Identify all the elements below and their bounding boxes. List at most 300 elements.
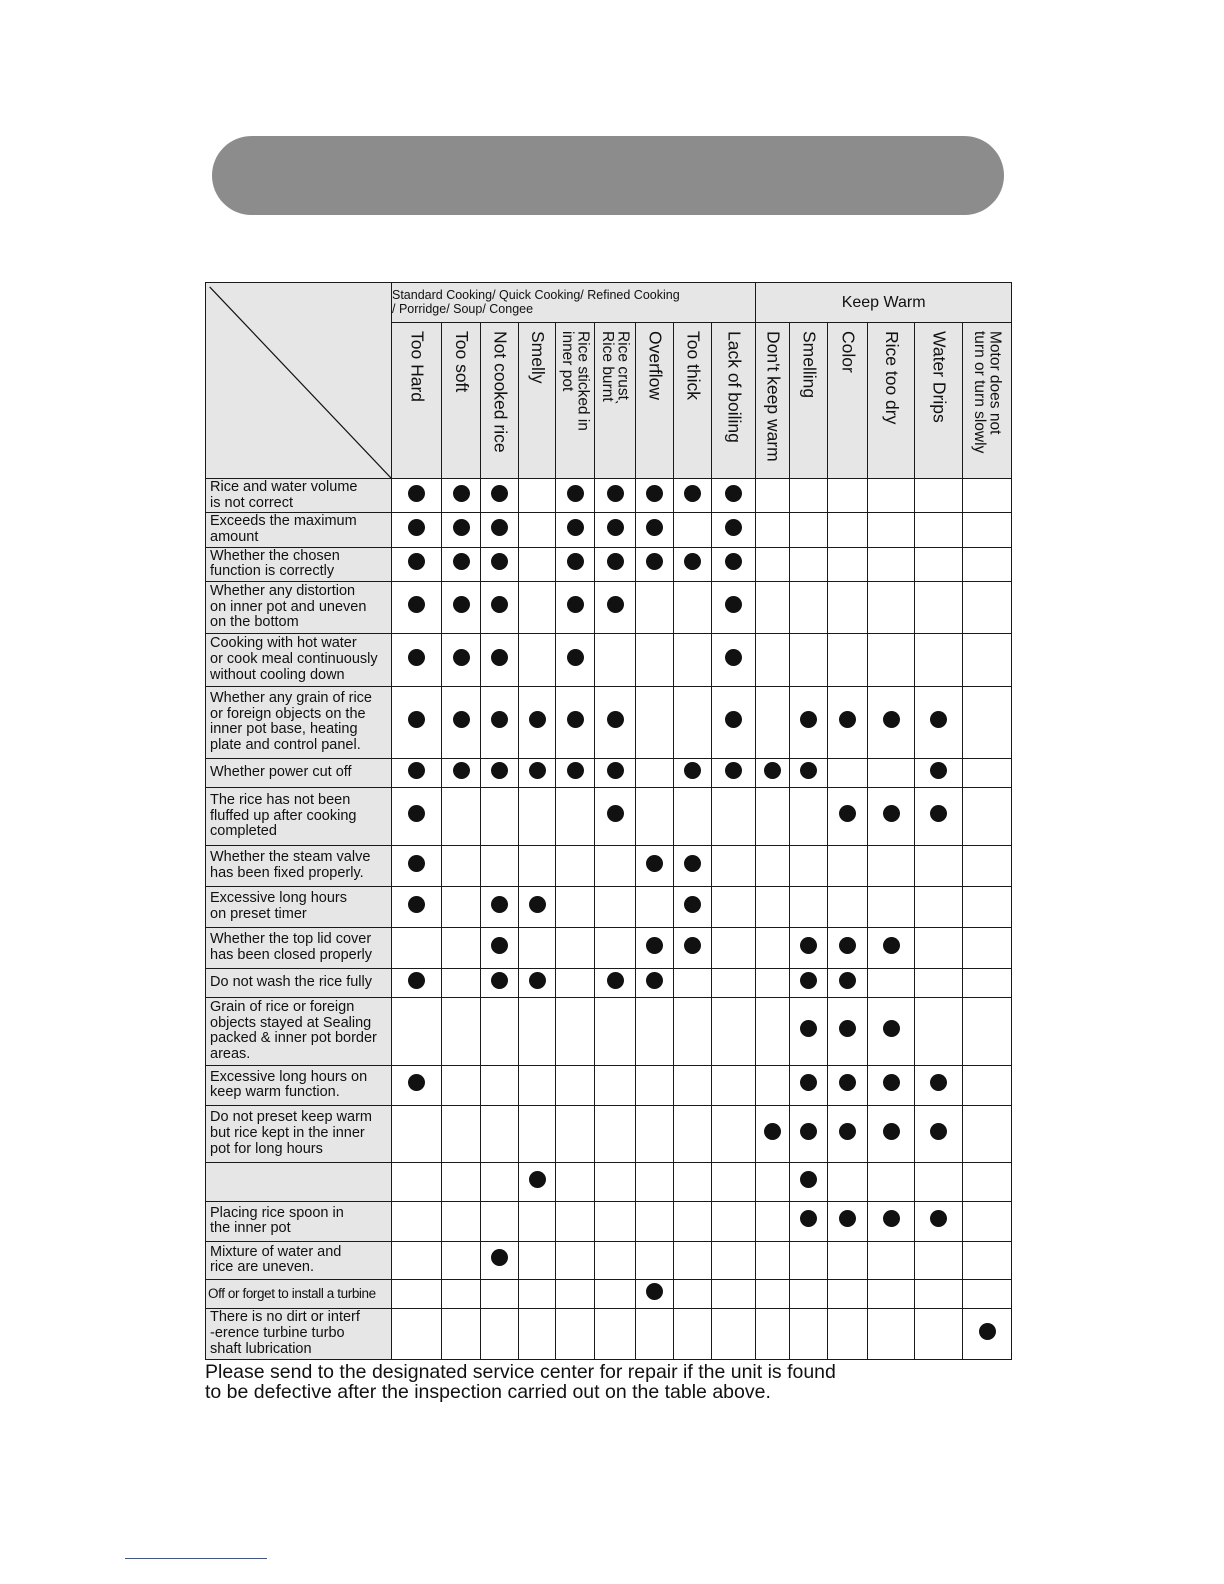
table-cell	[712, 686, 756, 758]
row-label: There is no dirt or interf -erence turbine turbo shaft lubrication	[206, 1308, 392, 1359]
table-cell	[828, 758, 868, 787]
table-cell	[481, 758, 519, 787]
table-cell	[556, 1201, 595, 1241]
check-dot-icon	[839, 937, 856, 954]
table-cell	[756, 1065, 790, 1105]
table-cell	[868, 886, 915, 927]
table-cell	[392, 581, 442, 633]
check-dot-icon	[839, 805, 856, 822]
check-dot-icon	[408, 553, 425, 570]
table-cell	[595, 968, 636, 997]
table-cell	[442, 758, 481, 787]
check-dot-icon	[408, 972, 425, 989]
table-cell	[756, 968, 790, 997]
table-cell	[828, 1241, 868, 1279]
table-cell	[756, 581, 790, 633]
table-cell	[790, 479, 828, 513]
table-cell	[915, 1065, 963, 1105]
check-dot-icon	[646, 1283, 663, 1300]
table-row	[206, 581, 1012, 633]
table-cell	[915, 758, 963, 787]
table-cell	[481, 1241, 519, 1279]
table-cell	[442, 547, 481, 581]
table-cell	[790, 1105, 828, 1162]
check-dot-icon	[491, 937, 508, 954]
table-cell	[915, 513, 963, 547]
table-cell	[442, 1241, 481, 1279]
table-cell	[481, 927, 519, 968]
table-cell	[636, 633, 674, 686]
table-cell	[556, 1279, 595, 1308]
table-cell	[915, 1279, 963, 1308]
table-cell	[674, 479, 712, 513]
table-cell	[481, 968, 519, 997]
table-cell	[756, 479, 790, 513]
table-cell	[481, 547, 519, 581]
table-cell	[868, 547, 915, 581]
table-cell	[481, 1279, 519, 1308]
table-cell	[519, 927, 556, 968]
table-cell	[712, 1105, 756, 1162]
table-cell	[481, 997, 519, 1065]
row-label	[206, 1162, 392, 1201]
column-header: Water Drips	[915, 323, 963, 479]
check-dot-icon	[800, 937, 817, 954]
check-dot-icon	[839, 1123, 856, 1140]
table-cell	[519, 581, 556, 633]
table-cell	[756, 1201, 790, 1241]
check-dot-icon	[491, 485, 508, 502]
table-cell	[828, 927, 868, 968]
table-cell	[392, 997, 442, 1065]
check-dot-icon	[453, 649, 470, 666]
check-dot-icon	[408, 1074, 425, 1091]
check-dot-icon	[883, 805, 900, 822]
table-cell	[963, 758, 1012, 787]
column-header: Rice sticked in inner pot	[556, 323, 595, 479]
check-dot-icon	[607, 762, 624, 779]
table-cell	[868, 845, 915, 886]
table-cell	[868, 513, 915, 547]
table-cell	[595, 1201, 636, 1241]
check-dot-icon	[491, 519, 508, 536]
table-cell	[963, 513, 1012, 547]
table-cell	[556, 1065, 595, 1105]
table-cell	[519, 479, 556, 513]
table-cell	[481, 886, 519, 927]
check-dot-icon	[453, 485, 470, 502]
table-cell	[712, 633, 756, 686]
table-cell	[595, 787, 636, 845]
table-cell	[392, 1279, 442, 1308]
table-cell	[556, 886, 595, 927]
header-banner	[212, 136, 1004, 215]
table-cell	[392, 845, 442, 886]
table-cell	[756, 1162, 790, 1201]
check-dot-icon	[567, 596, 584, 613]
check-dot-icon	[839, 1074, 856, 1091]
table-row	[206, 758, 1012, 787]
table-cell	[442, 927, 481, 968]
table-cell	[556, 686, 595, 758]
table-cell	[442, 633, 481, 686]
table-cell	[674, 1308, 712, 1359]
column-header: Too soft	[442, 323, 481, 479]
table-cell	[915, 787, 963, 845]
table-cell	[828, 787, 868, 845]
table-cell	[674, 1241, 712, 1279]
table-row	[206, 997, 1012, 1065]
column-header: Overflow	[636, 323, 674, 479]
check-dot-icon	[491, 649, 508, 666]
check-dot-icon	[800, 972, 817, 989]
table-cell	[712, 1162, 756, 1201]
check-dot-icon	[883, 1020, 900, 1037]
check-dot-icon	[607, 553, 624, 570]
table-cell	[712, 997, 756, 1065]
check-dot-icon	[684, 855, 701, 872]
table-cell	[790, 845, 828, 886]
row-label: Excessive long hours on keep warm function.	[206, 1065, 392, 1105]
table-cell	[868, 1162, 915, 1201]
check-dot-icon	[930, 1074, 947, 1091]
check-dot-icon	[567, 711, 584, 728]
table-cell	[756, 686, 790, 758]
column-header: Rice too dry	[868, 323, 915, 479]
check-dot-icon	[839, 1020, 856, 1037]
table-row	[206, 1105, 1012, 1162]
table-cell	[712, 581, 756, 633]
table-cell	[790, 1279, 828, 1308]
check-dot-icon	[725, 485, 742, 502]
table-cell	[868, 479, 915, 513]
table-cell	[828, 633, 868, 686]
check-dot-icon	[725, 649, 742, 666]
table-cell	[442, 997, 481, 1065]
table-cell	[828, 1201, 868, 1241]
table-cell	[828, 1279, 868, 1308]
column-header: Smelly	[519, 323, 556, 479]
table-cell	[392, 927, 442, 968]
check-dot-icon	[529, 1171, 546, 1188]
table-cell	[756, 787, 790, 845]
table-cell	[595, 997, 636, 1065]
table-cell	[712, 547, 756, 581]
column-header: Rice crustˎ Rice burnt	[595, 323, 636, 479]
table-row	[206, 1279, 1012, 1308]
table-cell	[868, 633, 915, 686]
check-dot-icon	[930, 711, 947, 728]
table-cell	[868, 1105, 915, 1162]
table-cell	[392, 547, 442, 581]
table-cell	[790, 886, 828, 927]
table-cell	[963, 686, 1012, 758]
check-dot-icon	[839, 1210, 856, 1227]
check-dot-icon	[725, 519, 742, 536]
table-cell	[790, 1308, 828, 1359]
table-cell	[636, 787, 674, 845]
check-dot-icon	[529, 711, 546, 728]
check-dot-icon	[725, 553, 742, 570]
table-cell	[712, 1241, 756, 1279]
check-dot-icon	[684, 937, 701, 954]
table-cell	[636, 1201, 674, 1241]
table-cell	[481, 581, 519, 633]
check-dot-icon	[529, 762, 546, 779]
check-dot-icon	[883, 1210, 900, 1227]
check-dot-icon	[930, 805, 947, 822]
table-cell	[636, 1065, 674, 1105]
table-cell	[636, 479, 674, 513]
check-dot-icon	[839, 711, 856, 728]
column-header: Don't keep warm	[756, 323, 790, 479]
table-cell	[963, 927, 1012, 968]
check-dot-icon	[725, 762, 742, 779]
table-cell	[636, 1105, 674, 1162]
table-cell	[915, 581, 963, 633]
table-cell	[392, 1308, 442, 1359]
column-header: Not cooked rice	[481, 323, 519, 479]
table-cell	[868, 1201, 915, 1241]
table-cell	[442, 1105, 481, 1162]
row-label: Placing rice spoon in the inner pot	[206, 1201, 392, 1241]
table-cell	[636, 968, 674, 997]
table-cell	[868, 997, 915, 1065]
table-cell	[556, 1241, 595, 1279]
check-dot-icon	[883, 711, 900, 728]
table-cell	[595, 845, 636, 886]
check-dot-icon	[646, 855, 663, 872]
table-cell	[712, 787, 756, 845]
table-row	[206, 513, 1012, 547]
check-dot-icon	[529, 896, 546, 913]
table-cell	[963, 1201, 1012, 1241]
check-dot-icon	[930, 1123, 947, 1140]
table-cell	[868, 581, 915, 633]
table-row	[206, 686, 1012, 758]
table-cell	[963, 886, 1012, 927]
table-cell	[636, 1279, 674, 1308]
table-cell	[595, 758, 636, 787]
table-cell	[963, 845, 1012, 886]
table-cell	[595, 1105, 636, 1162]
table-cell	[868, 1308, 915, 1359]
table-cell	[915, 1241, 963, 1279]
check-dot-icon	[567, 519, 584, 536]
check-dot-icon	[646, 972, 663, 989]
column-header: Lack of boiling	[712, 323, 756, 479]
table-cell	[674, 1162, 712, 1201]
check-dot-icon	[491, 596, 508, 613]
table-cell	[392, 968, 442, 997]
check-dot-icon	[839, 972, 856, 989]
table-cell	[392, 787, 442, 845]
check-dot-icon	[930, 762, 947, 779]
table-cell	[712, 1308, 756, 1359]
table-cell	[963, 581, 1012, 633]
check-dot-icon	[684, 485, 701, 502]
table-cell	[790, 997, 828, 1065]
table-cell	[915, 479, 963, 513]
row-label: Mixture of water and rice are uneven.	[206, 1241, 392, 1279]
service-note: Please send to the designated service center for repair if the unit is found to be defective after the inspection carried out on the table above.	[205, 1361, 836, 1404]
table-cell	[481, 1162, 519, 1201]
table-cell	[519, 1105, 556, 1162]
check-dot-icon	[883, 1123, 900, 1140]
table-cell	[674, 633, 712, 686]
table-cell	[868, 686, 915, 758]
table-cell	[636, 1241, 674, 1279]
check-dot-icon	[408, 649, 425, 666]
table-cell	[756, 547, 790, 581]
check-dot-icon	[930, 1210, 947, 1227]
table-cell	[828, 968, 868, 997]
check-dot-icon	[607, 485, 624, 502]
table-cell	[674, 1201, 712, 1241]
table-cell	[674, 547, 712, 581]
table-cell	[595, 1065, 636, 1105]
check-dot-icon	[408, 711, 425, 728]
table-cell	[595, 927, 636, 968]
table-row	[206, 787, 1012, 845]
table-cell	[556, 758, 595, 787]
table-cell	[712, 886, 756, 927]
table-cell	[674, 886, 712, 927]
table-cell	[519, 1241, 556, 1279]
table-cell	[915, 633, 963, 686]
row-label: Rice and water volume is not correct	[206, 479, 392, 513]
table-cell	[481, 1308, 519, 1359]
table-cell	[636, 513, 674, 547]
check-dot-icon	[567, 649, 584, 666]
table-row	[206, 1162, 1012, 1201]
table-cell	[712, 1279, 756, 1308]
table-cell	[519, 547, 556, 581]
table-row	[206, 547, 1012, 581]
check-dot-icon	[607, 519, 624, 536]
table-cell	[556, 997, 595, 1065]
row-label: Whether power cut off	[206, 758, 392, 787]
table-cell	[442, 581, 481, 633]
table-row	[206, 1065, 1012, 1105]
check-dot-icon	[646, 553, 663, 570]
check-dot-icon	[800, 1123, 817, 1140]
check-dot-icon	[453, 762, 470, 779]
table-cell	[963, 787, 1012, 845]
check-dot-icon	[408, 762, 425, 779]
table-cell	[915, 1308, 963, 1359]
table-cell	[519, 787, 556, 845]
check-dot-icon	[408, 896, 425, 913]
check-dot-icon	[800, 1020, 817, 1037]
check-dot-icon	[646, 485, 663, 502]
check-dot-icon	[607, 596, 624, 613]
table-cell	[963, 633, 1012, 686]
check-dot-icon	[529, 972, 546, 989]
table-cell	[790, 633, 828, 686]
column-header: Too thick	[674, 323, 712, 479]
table-cell	[481, 686, 519, 758]
table-cell	[828, 686, 868, 758]
table-cell	[828, 513, 868, 547]
table-cell	[595, 686, 636, 758]
check-dot-icon	[491, 972, 508, 989]
table-cell	[963, 1065, 1012, 1105]
table-cell	[963, 1105, 1012, 1162]
table-cell	[712, 1065, 756, 1105]
table-cell	[963, 1308, 1012, 1359]
check-dot-icon	[725, 711, 742, 728]
table-cell	[963, 1162, 1012, 1201]
check-dot-icon	[408, 485, 425, 502]
table-cell	[519, 845, 556, 886]
table-cell	[442, 1065, 481, 1105]
table-cell	[392, 758, 442, 787]
table-cell	[519, 1065, 556, 1105]
table-cell	[556, 787, 595, 845]
table-cell	[756, 997, 790, 1065]
row-label: Whether any distortion on inner pot and uneven on the bottom	[206, 581, 392, 633]
table-cell	[868, 758, 915, 787]
table-cell	[556, 1162, 595, 1201]
row-label: Excessive long hours on preset timer	[206, 886, 392, 927]
table-cell	[828, 1308, 868, 1359]
check-dot-icon	[453, 519, 470, 536]
table-cell	[674, 1065, 712, 1105]
table-cell	[712, 758, 756, 787]
table-cell	[519, 997, 556, 1065]
table-cell	[790, 927, 828, 968]
check-dot-icon	[684, 896, 701, 913]
check-dot-icon	[646, 937, 663, 954]
column-header: Color	[828, 323, 868, 479]
check-dot-icon	[800, 1210, 817, 1227]
row-label: Whether the top lid cover has been closed properly	[206, 927, 392, 968]
table-cell	[790, 787, 828, 845]
table-cell	[392, 1105, 442, 1162]
table-cell	[868, 927, 915, 968]
table-cell	[481, 1201, 519, 1241]
table-cell	[756, 845, 790, 886]
check-dot-icon	[646, 519, 663, 536]
table-cell	[756, 1279, 790, 1308]
check-dot-icon	[883, 1074, 900, 1091]
table-cell	[442, 968, 481, 997]
table-cell	[442, 1201, 481, 1241]
table-cell	[519, 1201, 556, 1241]
table-cell	[481, 845, 519, 886]
table-cell	[963, 479, 1012, 513]
footer-line	[125, 1558, 267, 1559]
table-cell	[636, 758, 674, 787]
table-cell	[636, 1308, 674, 1359]
table-cell	[674, 997, 712, 1065]
group-header-cooking: Standard Cooking/ Quick Cooking/ Refined Cooking / Porridge/ Soup/ Congee	[392, 283, 756, 323]
table-cell	[674, 513, 712, 547]
table-cell	[790, 1241, 828, 1279]
table-cell	[963, 1241, 1012, 1279]
table-cell	[868, 968, 915, 997]
table-cell	[828, 997, 868, 1065]
table-cell	[481, 1065, 519, 1105]
table-row	[206, 633, 1012, 686]
check-dot-icon	[453, 553, 470, 570]
table-cell	[712, 513, 756, 547]
table-cell	[756, 758, 790, 787]
table-row	[206, 1308, 1012, 1359]
table-cell	[519, 758, 556, 787]
table-cell	[963, 1279, 1012, 1308]
